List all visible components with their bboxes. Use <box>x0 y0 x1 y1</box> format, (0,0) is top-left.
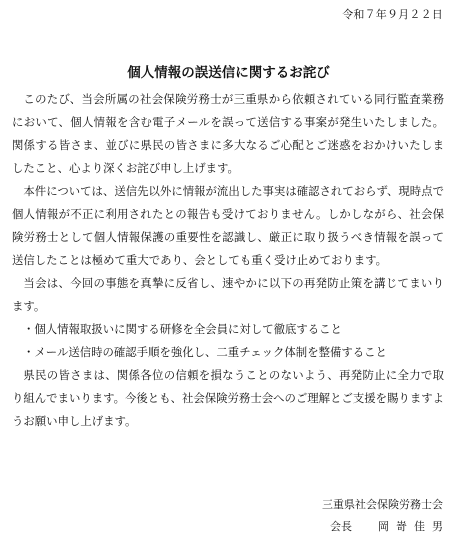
signature-block <box>322 494 450 538</box>
document-date: 令和７年９月２２日 <box>342 8 443 21</box>
signature-role: 会長 <box>330 520 352 533</box>
document-title: 個人情報の誤送信に関するお詫び <box>127 65 330 81</box>
paragraph-details: 本件については、送信先以外に情報が流出した事実は確認されておらず、現時点で個人情報が不正に利用されたとの報告も受けておりません。しかしながら、社会保険労務士として個人情報保護の重要性を認識し、厳正に取り扱うべき情報を誤って送信したことは極めて重大であり、会としても重く受け止めております。 <box>12 184 444 267</box>
signature-person <box>322 516 450 538</box>
signature-organization: 三重県社会保険労務士会 <box>322 498 443 511</box>
document-body <box>12 88 444 433</box>
measure-item-training: ・個人情報取扱いに関する研修を全会員に対して徹底すること <box>23 322 342 336</box>
signature-name: 岡嵜佳男 <box>378 520 450 533</box>
paragraph-measures-intro: 当会は、今回の事態を真摯に反省し、速やかに以下の再発防止策を講じてまいります。 <box>12 276 444 313</box>
measure-item-double-check: ・メール送信時の確認手順を強化し、二重チェック体制を整備すること <box>23 345 387 359</box>
paragraph-closing: 県民の皆さまは、関係各位の信頼を損なうことのないよう、再発防止に全力で取り組んでまいります。今後とも、社会保険労務士会へのご理解とご支援を賜りますようお願い申し上げます。 <box>12 368 444 428</box>
paragraph-apology: このたび、当会所属の社会保険労務士が三重県から依頼されている同行監査業務において、個人情報を含む電子メールを誤って送信する事案が発生いたしました。関係する皆さま、並びに県民の皆さまに多大なるご心配とご迷惑をおかけいたしましたこと、心より深くお詫び申し上げます。 <box>12 92 444 175</box>
